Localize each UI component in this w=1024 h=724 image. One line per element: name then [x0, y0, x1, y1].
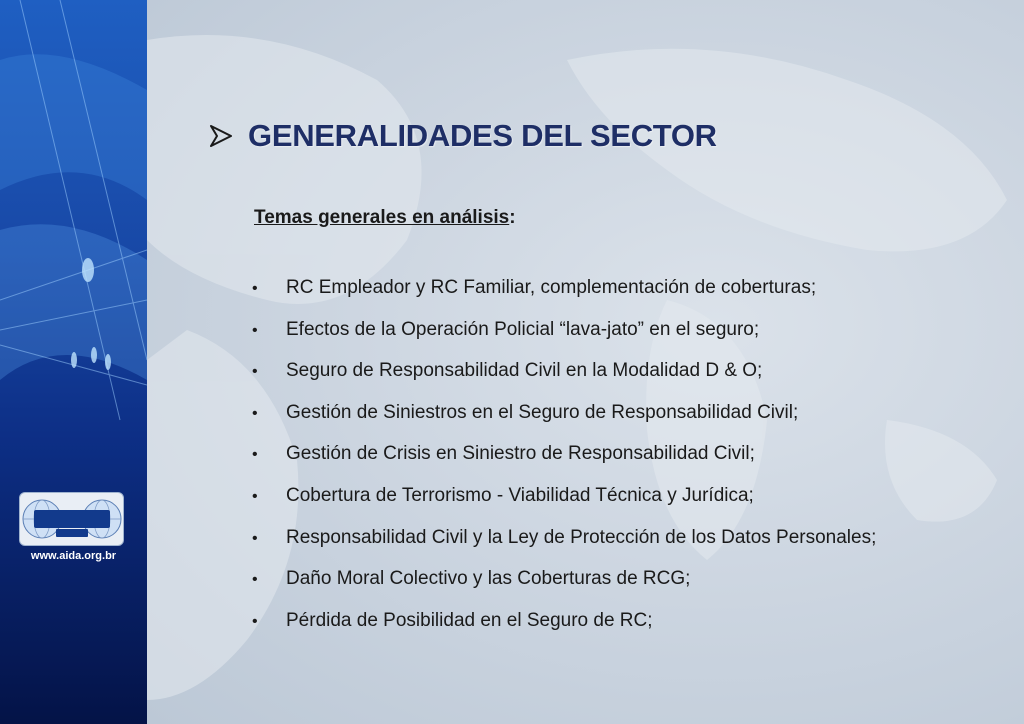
bullet-dot: • [252, 446, 258, 464]
list-item [252, 610, 876, 652]
bullet-dot: • [252, 487, 258, 505]
list-item [252, 527, 876, 569]
aida-globe-icon [20, 493, 123, 545]
list-item-text: Seguro de Responsabilidad Civil en la Modalidad D & O; [286, 360, 763, 382]
list-item-text: Cobertura de Terrorismo - Viabilidad Técnica y Jurídica; [286, 484, 754, 506]
list-item [252, 568, 876, 610]
bullet-dot: • [252, 363, 258, 381]
bullet-dot: • [252, 612, 258, 630]
list-item-text: Gestión de Crisis en Siniestro de Responsabilidad Civil; [286, 443, 755, 465]
list-item [252, 277, 876, 319]
list-item-text: Gestión de Siniestros en el Seguro de Responsabilidad Civil; [286, 401, 799, 423]
list-item-text: Pérdida de Posibilidad en el Seguro de RC; [286, 609, 653, 631]
sidebar [0, 0, 147, 724]
list-item [252, 360, 876, 402]
bullet-dot: • [252, 280, 258, 297]
list-item-text: Efectos de la Operación Policial “lava-jato” en el seguro; [286, 318, 760, 340]
bullet-dot: • [252, 321, 258, 339]
bullet-dot: • [252, 529, 258, 547]
list-item [252, 319, 876, 361]
slide-subtitle [254, 207, 516, 229]
subtitle-colon: : [509, 207, 516, 228]
website-url[interactable]: www.aida.org.br [30, 550, 117, 562]
list-item-text: Responsabilidad Civil y la Ley de Protección de los Datos Personales; [286, 526, 877, 548]
list-item [252, 443, 876, 485]
bullet-dot: • [252, 571, 258, 589]
bullet-dot: • [252, 404, 258, 422]
list-item [252, 485, 876, 527]
list-item-text: RC Empleador y RC Familiar, complementación de coberturas; [286, 277, 817, 298]
slide-title: GENERALIDADES DEL SECTOR [248, 118, 717, 153]
aida-logo[interactable] [19, 492, 124, 546]
topic-list [252, 277, 876, 651]
slide-heading [208, 118, 717, 154]
sidebar-decoration [0, 0, 147, 724]
list-item [252, 402, 876, 444]
arrow-bullet-icon [208, 123, 234, 149]
subtitle-text: Temas generales en análisis [254, 207, 510, 228]
list-item-text: Daño Moral Colectivo y las Coberturas de RCG; [286, 568, 691, 590]
